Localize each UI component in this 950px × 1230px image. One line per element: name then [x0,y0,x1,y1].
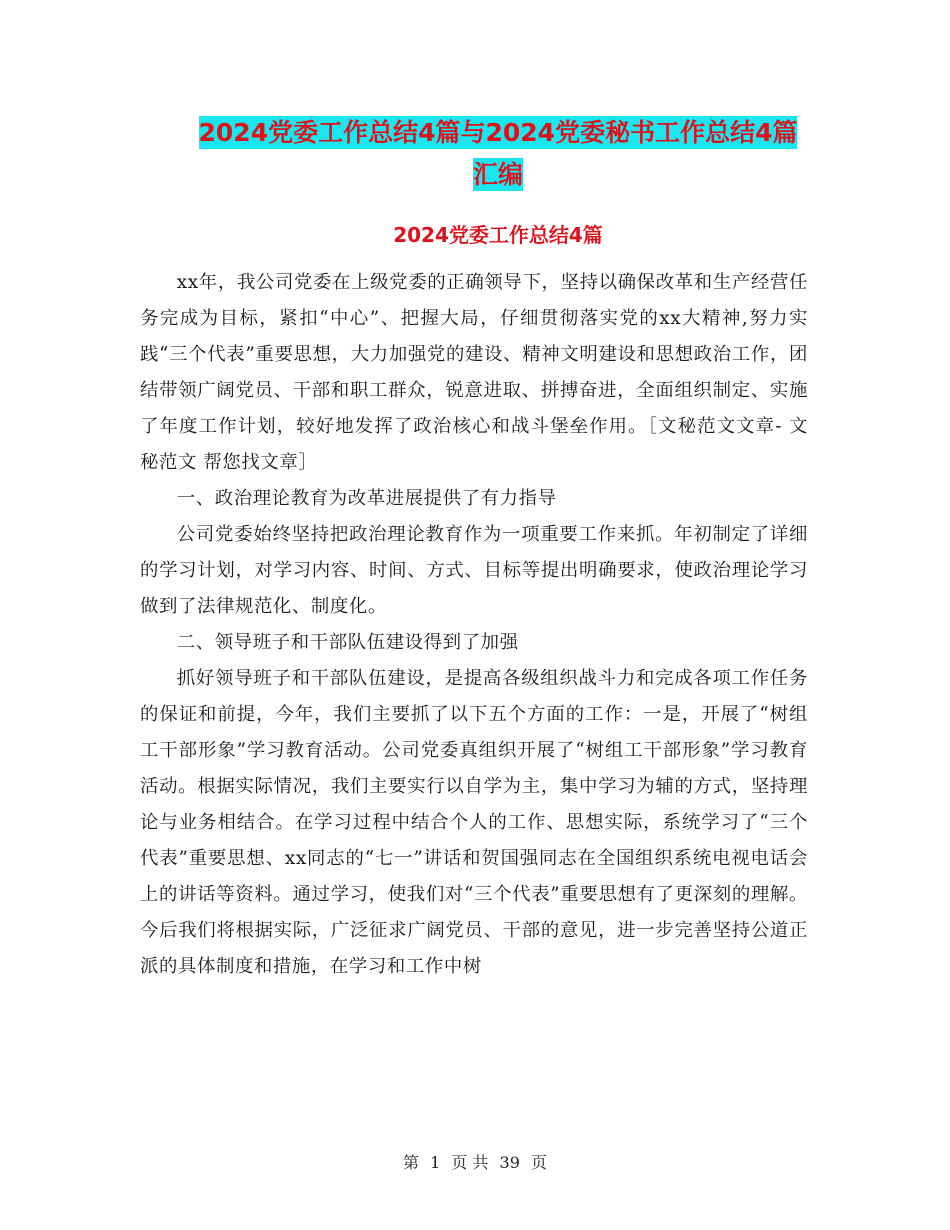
body-paragraph: xx年，我公司党委在上级党委的正确领导下，坚持以确保改革和生产经营任务完成为目标，紧扣“中心”、把握大局，仔细贯彻落实党的xx大精神,努力实践“三个代表”重要思想，大力加强党的建设、精神文明建设和思想政治工作，团结带领广阔党员、干部和职工群众，锐意进取、拼搏奋进，全面组织制定、实施了年度工作计划，较好地发挥了政治核心和战斗堡垒作用。［文秘范文文章- 文秘范文 帮您找文章］ [140,272,808,473]
footer-middle: 页 共 [451,1153,489,1172]
footer-suffix: 页 [531,1153,548,1172]
footer-prefix: 第 [402,1153,419,1172]
body-paragraph: 抓好领导班子和干部队伍建设，是提高各级组织战斗力和完成各项工作任务的保证和前提，今年，我们主要抓了以下五个方面的工作：一是，开展了“树组工干部形象”学习教育活动。公司党委真组织开展了“树组工干部形象”学习教育活动。根据实际情况，我们主要实行以自学为主，集中学习为辅的方式，坚持理论与业务相结合。在学习过程中结合个人的工作、思想实际，系统学习了“三个代表”重要思想、xx同志的“七一”讲话和贺国强同志在全国组织系统电视电话会上的讲话等资料。通过学习，使我们对“三个代表”重要思想有了更深刻的理解。今后我们将根据实际，广泛征求广阔党员、干部的意见，进一步完善坚持公道正派的具体制度和措施，在学习和工作中树 [140,668,808,977]
title-line-1: 2024党委工作总结4篇与2024党委秘书工作总结4篇 [198,118,798,147]
page-footer [0,1152,950,1174]
heading-paragraph: 一、政治理论教育为改革进展提供了有力指导 [176,488,557,509]
page-total: 39 [499,1153,520,1172]
document-body [140,265,808,985]
body-paragraph: 公司党委始终坚持把政治理论教育作为一项重要工作来抓。年初制定了详细的学习计划，对学习内容、时间、方式、目标等提出明确要求，使政治理论学习做到了法律规范化、制度化。 [140,524,808,617]
page-number: 1 [430,1153,441,1172]
heading-paragraph: 二、领导班子和干部队伍建设得到了加强 [176,632,519,653]
title-line-2: 汇编 [472,160,523,189]
section-title: 2024党委工作总结4篇 [393,223,603,247]
document-title [140,112,856,196]
